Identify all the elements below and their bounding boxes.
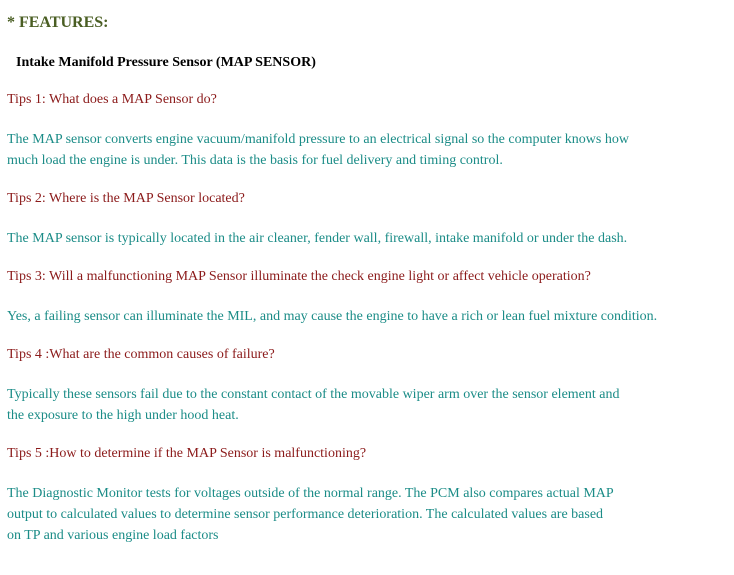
tip-4-answer (7, 384, 620, 426)
tip-2-question: Tips 2: Where is the MAP Sensor located? (7, 191, 245, 206)
tip-5-question: Tips 5 :How to determine if the MAP Sensor is malfunctioning? (7, 446, 367, 461)
answer-line: much load the engine is under. This data is the basis for fuel delivery and timing control. (7, 153, 503, 168)
section-title: Intake Manifold Pressure Sensor (MAP SENSOR) (16, 55, 316, 70)
answer-line: output to calculated values to determine sensor performance deterioration. The calculated values are based (7, 507, 604, 522)
features-heading: * FEATURES: (7, 14, 109, 31)
answer-line: Yes, a failing sensor can illuminate the MIL, and may cause the engine to have a rich or lean fuel mixture condition. (7, 309, 658, 324)
tip-1-answer (7, 129, 629, 171)
answer-line: The Diagnostic Monitor tests for voltages outside of the normal range. The PCM also compares actual MAP (7, 486, 614, 501)
tip-1-question: Tips 1: What does a MAP Sensor do? (7, 92, 217, 107)
answer-line: The MAP sensor is typically located in the air cleaner, fender wall, firewall, intake manifold or under the dash. (7, 231, 628, 246)
answer-line: Typically these sensors fail due to the constant contact of the movable wiper arm over the sensor element and (7, 387, 620, 402)
tip-3-answer (7, 306, 657, 327)
tip-2-answer (7, 228, 627, 249)
answer-line: The MAP sensor converts engine vacuum/manifold pressure to an electrical signal so the computer knows how (7, 132, 629, 147)
answer-line: the exposure to the high under hood heat. (7, 408, 239, 423)
tip-5-answer (7, 483, 614, 546)
answer-line: on TP and various engine load factors (7, 528, 219, 543)
tip-4-question: Tips 4 :What are the common causes of failure? (7, 347, 275, 362)
tip-3-question: Tips 3: Will a malfunctioning MAP Sensor illuminate the check engine light or affect vehicle operation? (7, 269, 591, 284)
